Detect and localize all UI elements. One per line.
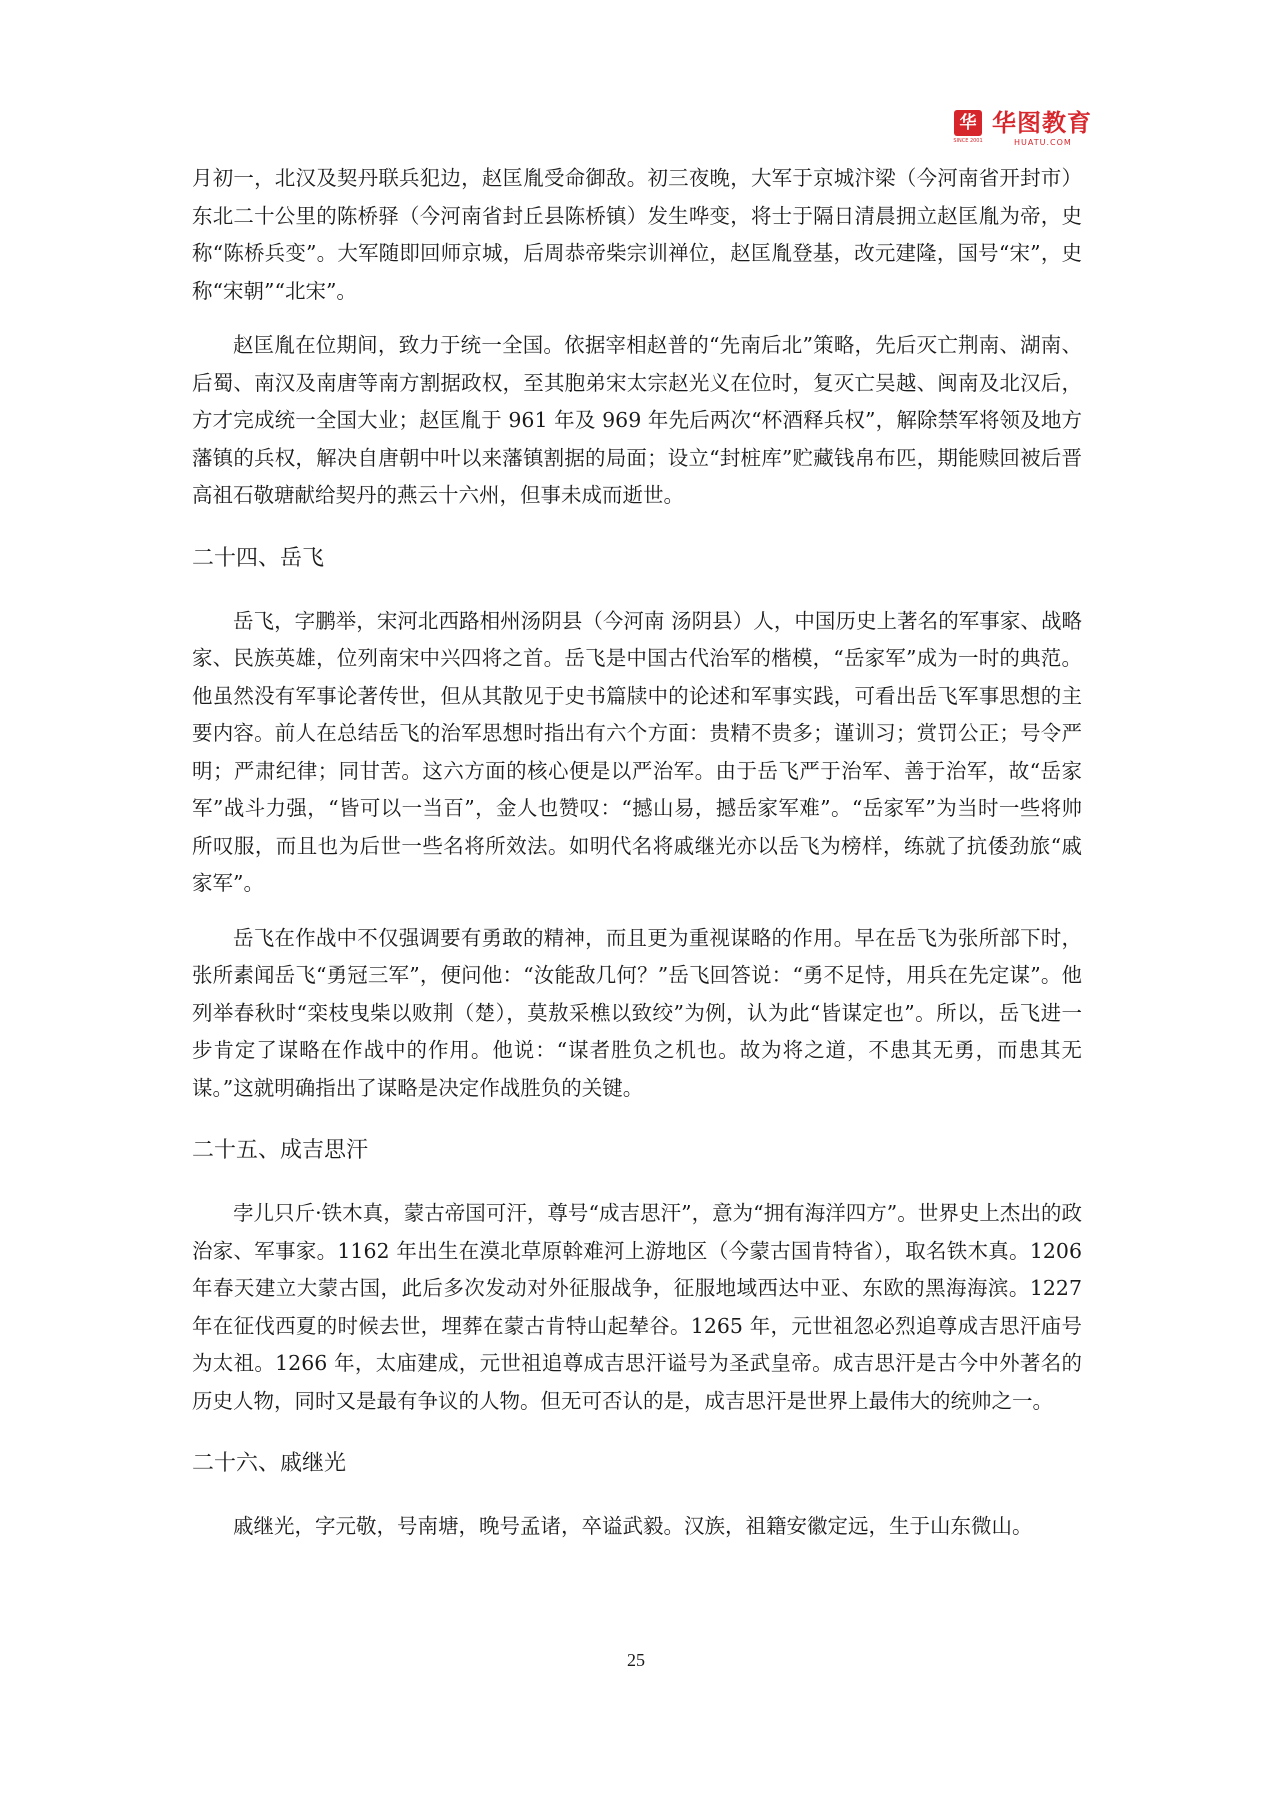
section-heading: 二十四、岳飞 — [192, 545, 325, 571]
brand-mark: 华 — [954, 110, 982, 136]
huatu-logo — [950, 108, 1100, 152]
brand-domain: HUATU.COM — [1014, 138, 1072, 147]
paragraph: 孛儿只斤·铁木真，蒙古帝国可汗，尊号“成吉思汗”，意为“拥有海洋四方”。世界史上杰出的政治家、军事家。1162 年出生在漠北草原斡难河上游地区（今蒙古国肯特省），取名铁木真。1206 年春天建立大蒙古国，此后多次发动对外征服战争，征服地域西达中亚、东欧的黑海海滨。1227 年在征伐西夏的时候去世，埋葬在蒙古肯特山起辇谷。1265 年，元世祖忽必烈追尊成吉思汗庙号为太祖。1266 年，太庙建成，元世祖追尊成吉思汗谥号为圣武皇帝。成吉思汗是古今中外著名的历史人物，同时又是最有争议的人物。但无可否认的是，成吉思汗是世界上最伟大的统帅之一。 — [192, 1201, 1082, 1413]
section-heading: 二十五、成吉思汗 — [192, 1138, 369, 1163]
page-number: 25 — [627, 1650, 645, 1670]
brand-name: 华图教育 — [992, 109, 1092, 137]
brand-since: SINCE 2001 — [953, 138, 983, 144]
huatu-logo-icon — [950, 108, 986, 148]
paragraph: 月初一，北汉及契丹联兵犯边，赵匡胤受命御敌。初三夜晚，大军于京城汴梁（今河南省开封市）东北二十公里的陈桥驿（今河南省封丘县陈桥镇）发生哗变，将士于隔日清晨拥立赵匡胤为帝，史称“陈桥兵变”。大军随即回师京城，后周恭帝柴宗训禅位，赵匡胤登基，改元建隆，国号“宋”，史称“宋朝”“北宋”。 — [192, 166, 1082, 303]
paragraph: 岳飞，字鹏举，宋河北西路相州汤阴县（今河南 汤阴县）人，中国历史上著名的军事家、战略家、民族英雄，位列南宋中兴四将之首。岳飞是中国古代治军的楷模，“岳家军”成为一时的典范。他虽然没有军事论著传世，但从其散见于史书篇牍中的论述和军事实践，可看出岳飞军事思想的主要内容。前人在总结岳飞的治军思想时指出有六个方面：贵精不贵多；谨训习；赏罚公正；号令严明；严肃纪律；同甘苦。这六方面的核心便是以严治军。由于岳飞严于治军、善于治军，故“岳家军”战斗力强，“皆可以一当百”，金人也赞叹：“撼山易，撼岳家军难”。“岳家军”为当时一些将帅所叹服，而且也为后世一些名将所效法。如明代名将戚继光亦以岳飞为榜样，练就了抗倭劲旅“戚家军”。 — [192, 608, 1082, 895]
section-heading: 二十六、戚继光 — [192, 1451, 347, 1476]
paragraph: 戚继光，字元敬，号南塘，晚号孟诸，卒谥武毅。汉族，祖籍安徽定远，生于山东微山。 — [233, 1514, 1033, 1538]
paragraph: 赵匡胤在位期间，致力于统一全国。依据宰相赵普的“先南后北”策略，先后灭亡荆南、湖南、后蜀、南汉及南唐等南方割据政权，至其胞弟宋太宗赵光义在位时，复灭亡吴越、闽南及北汉后，方才完成统一全国大业；赵匡胤于 961 年及 969 年先后两次“杯酒释兵权”，解除禁军将领及地方藩镇的兵权，解决自唐朝中叶以来藩镇割据的局面；设立“封桩库”贮藏钱帛布匹，期能赎回被后晋高祖石敬瑭献给契丹的燕云十六州，但事未成而逝世。 — [192, 333, 1082, 507]
paragraph: 岳飞在作战中不仅强调要有勇敢的精神，而且更为重视谋略的作用。早在岳飞为张所部下时，张所素闻岳飞“勇冠三军”，便问他：“汝能敌几何？”岳飞回答说：“勇不足恃，用兵在先定谋”。他列举春秋时“栾枝曳柴以败荆（楚），莫敖采樵以致绞”为例，认为此“皆谋定也”。所以，岳飞进一步肯定了谋略在作战中的作用。他说：“谋者胜负之机也。故为将之道，不患其无勇，而患其无谋。”这就明确指出了谋略是决定作战胜负的关键。 — [192, 925, 1082, 1100]
page-body — [192, 160, 1082, 1546]
